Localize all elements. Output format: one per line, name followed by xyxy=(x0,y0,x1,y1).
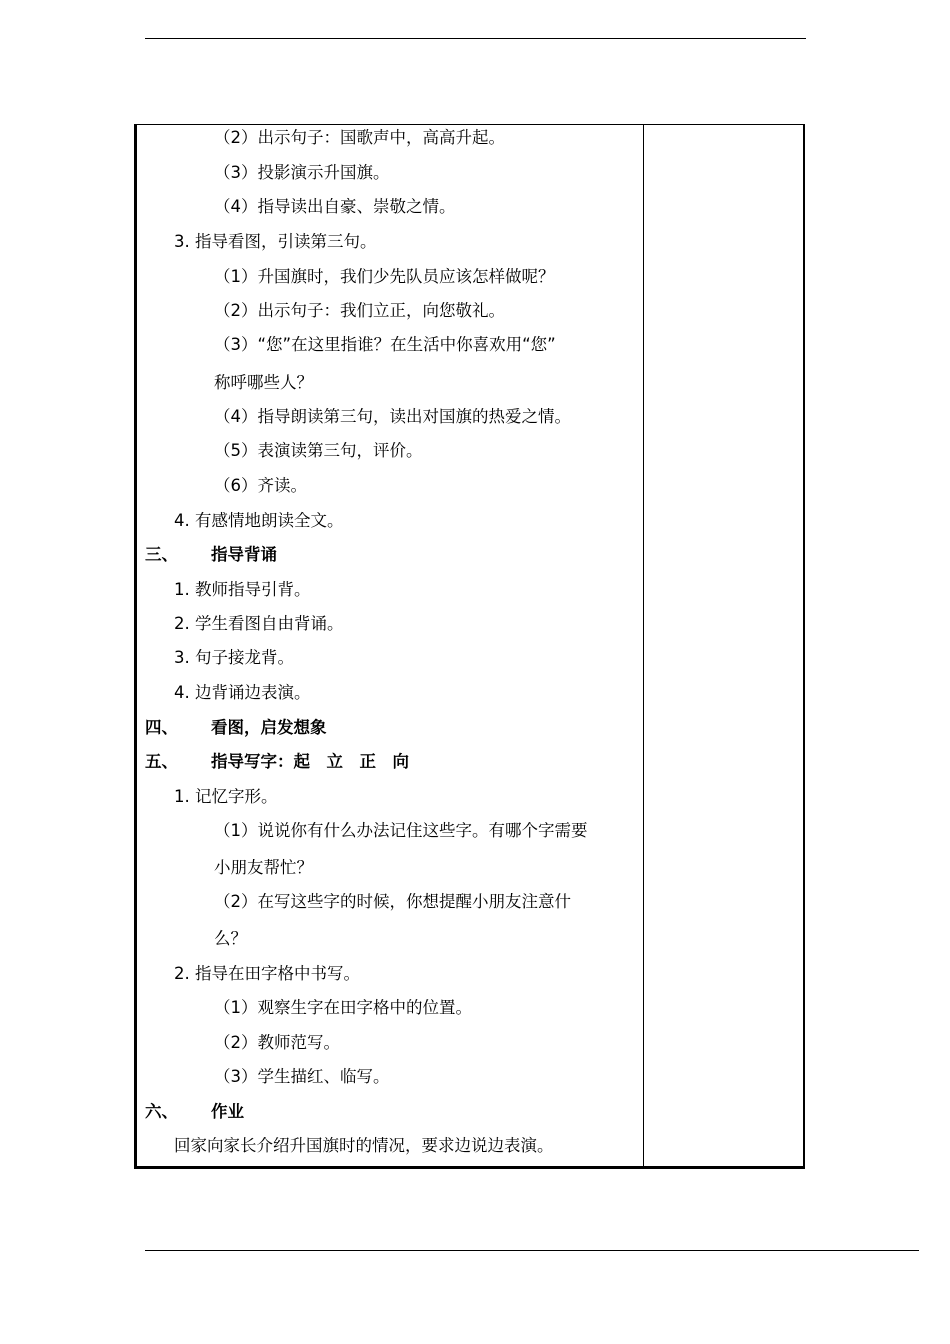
step-line: 3. 句子接龙背。 xyxy=(174,648,294,667)
step-line: （2）出示句子：我们立正，向您敬礼。 xyxy=(214,301,505,320)
step-line: （4）指导朗读第三句，读出对国旗的热爱之情。 xyxy=(214,407,571,426)
step-line: （3）“您”在这里指谁？在生活中你喜欢用“您” xyxy=(214,335,556,354)
step-line: 2. 学生看图自由背诵。 xyxy=(174,614,344,633)
section-heading: 六、 作业 xyxy=(145,1102,244,1121)
section-heading: 三、 指导背诵 xyxy=(145,545,277,564)
step-line: （3）学生描红、临写。 xyxy=(214,1067,390,1086)
step-line: （5）表演读第三句，评价。 xyxy=(214,441,423,460)
step-line: 称呼哪些人？ xyxy=(214,373,313,392)
step-line: 小朋友帮忙？ xyxy=(214,858,313,877)
step-line: 4. 边背诵边表演。 xyxy=(174,683,311,702)
step-line: （1）说说你有什么办法记住这些字。有哪个字需要 xyxy=(214,821,588,840)
step-line: （2）出示句子：国歌声中，高高升起。 xyxy=(214,128,505,147)
step-line: 回家向家长介绍升国旗时的情况，要求边说边表演。 xyxy=(174,1136,554,1155)
step-line: （1）升国旗时，我们少先队员应该怎样做呢？ xyxy=(214,267,555,286)
step-line: （6）齐读。 xyxy=(214,476,307,495)
step-line: （2）教师范写。 xyxy=(214,1033,340,1052)
step-line: 4. 有感情地朗读全文。 xyxy=(174,511,344,530)
lesson-plan-table xyxy=(134,124,805,1169)
section-heading: 四、 看图，启发想象 xyxy=(145,718,327,737)
step-line: 么？ xyxy=(214,929,247,948)
step-line: （2）在写这些字的时候，你想提醒小朋友注意什 xyxy=(214,892,571,911)
step-line: 3. 指导看图，引读第三句。 xyxy=(174,232,377,251)
step-line: 1. 教师指导引背。 xyxy=(174,580,311,599)
step-line: 2. 指导在田字格中书写。 xyxy=(174,964,360,983)
column-divider xyxy=(643,125,644,1166)
step-line: （1）观察生字在田字格中的位置。 xyxy=(214,998,472,1017)
header-rule xyxy=(145,38,806,39)
step-line: （4）指导读出自豪、崇敬之情。 xyxy=(214,197,456,216)
step-line: 1. 记忆字形。 xyxy=(174,787,278,806)
section-heading: 五、 指导写字：起 立 正 向 xyxy=(145,752,409,771)
step-line: （3）投影演示升国旗。 xyxy=(214,163,390,182)
footer-rule xyxy=(145,1250,919,1251)
